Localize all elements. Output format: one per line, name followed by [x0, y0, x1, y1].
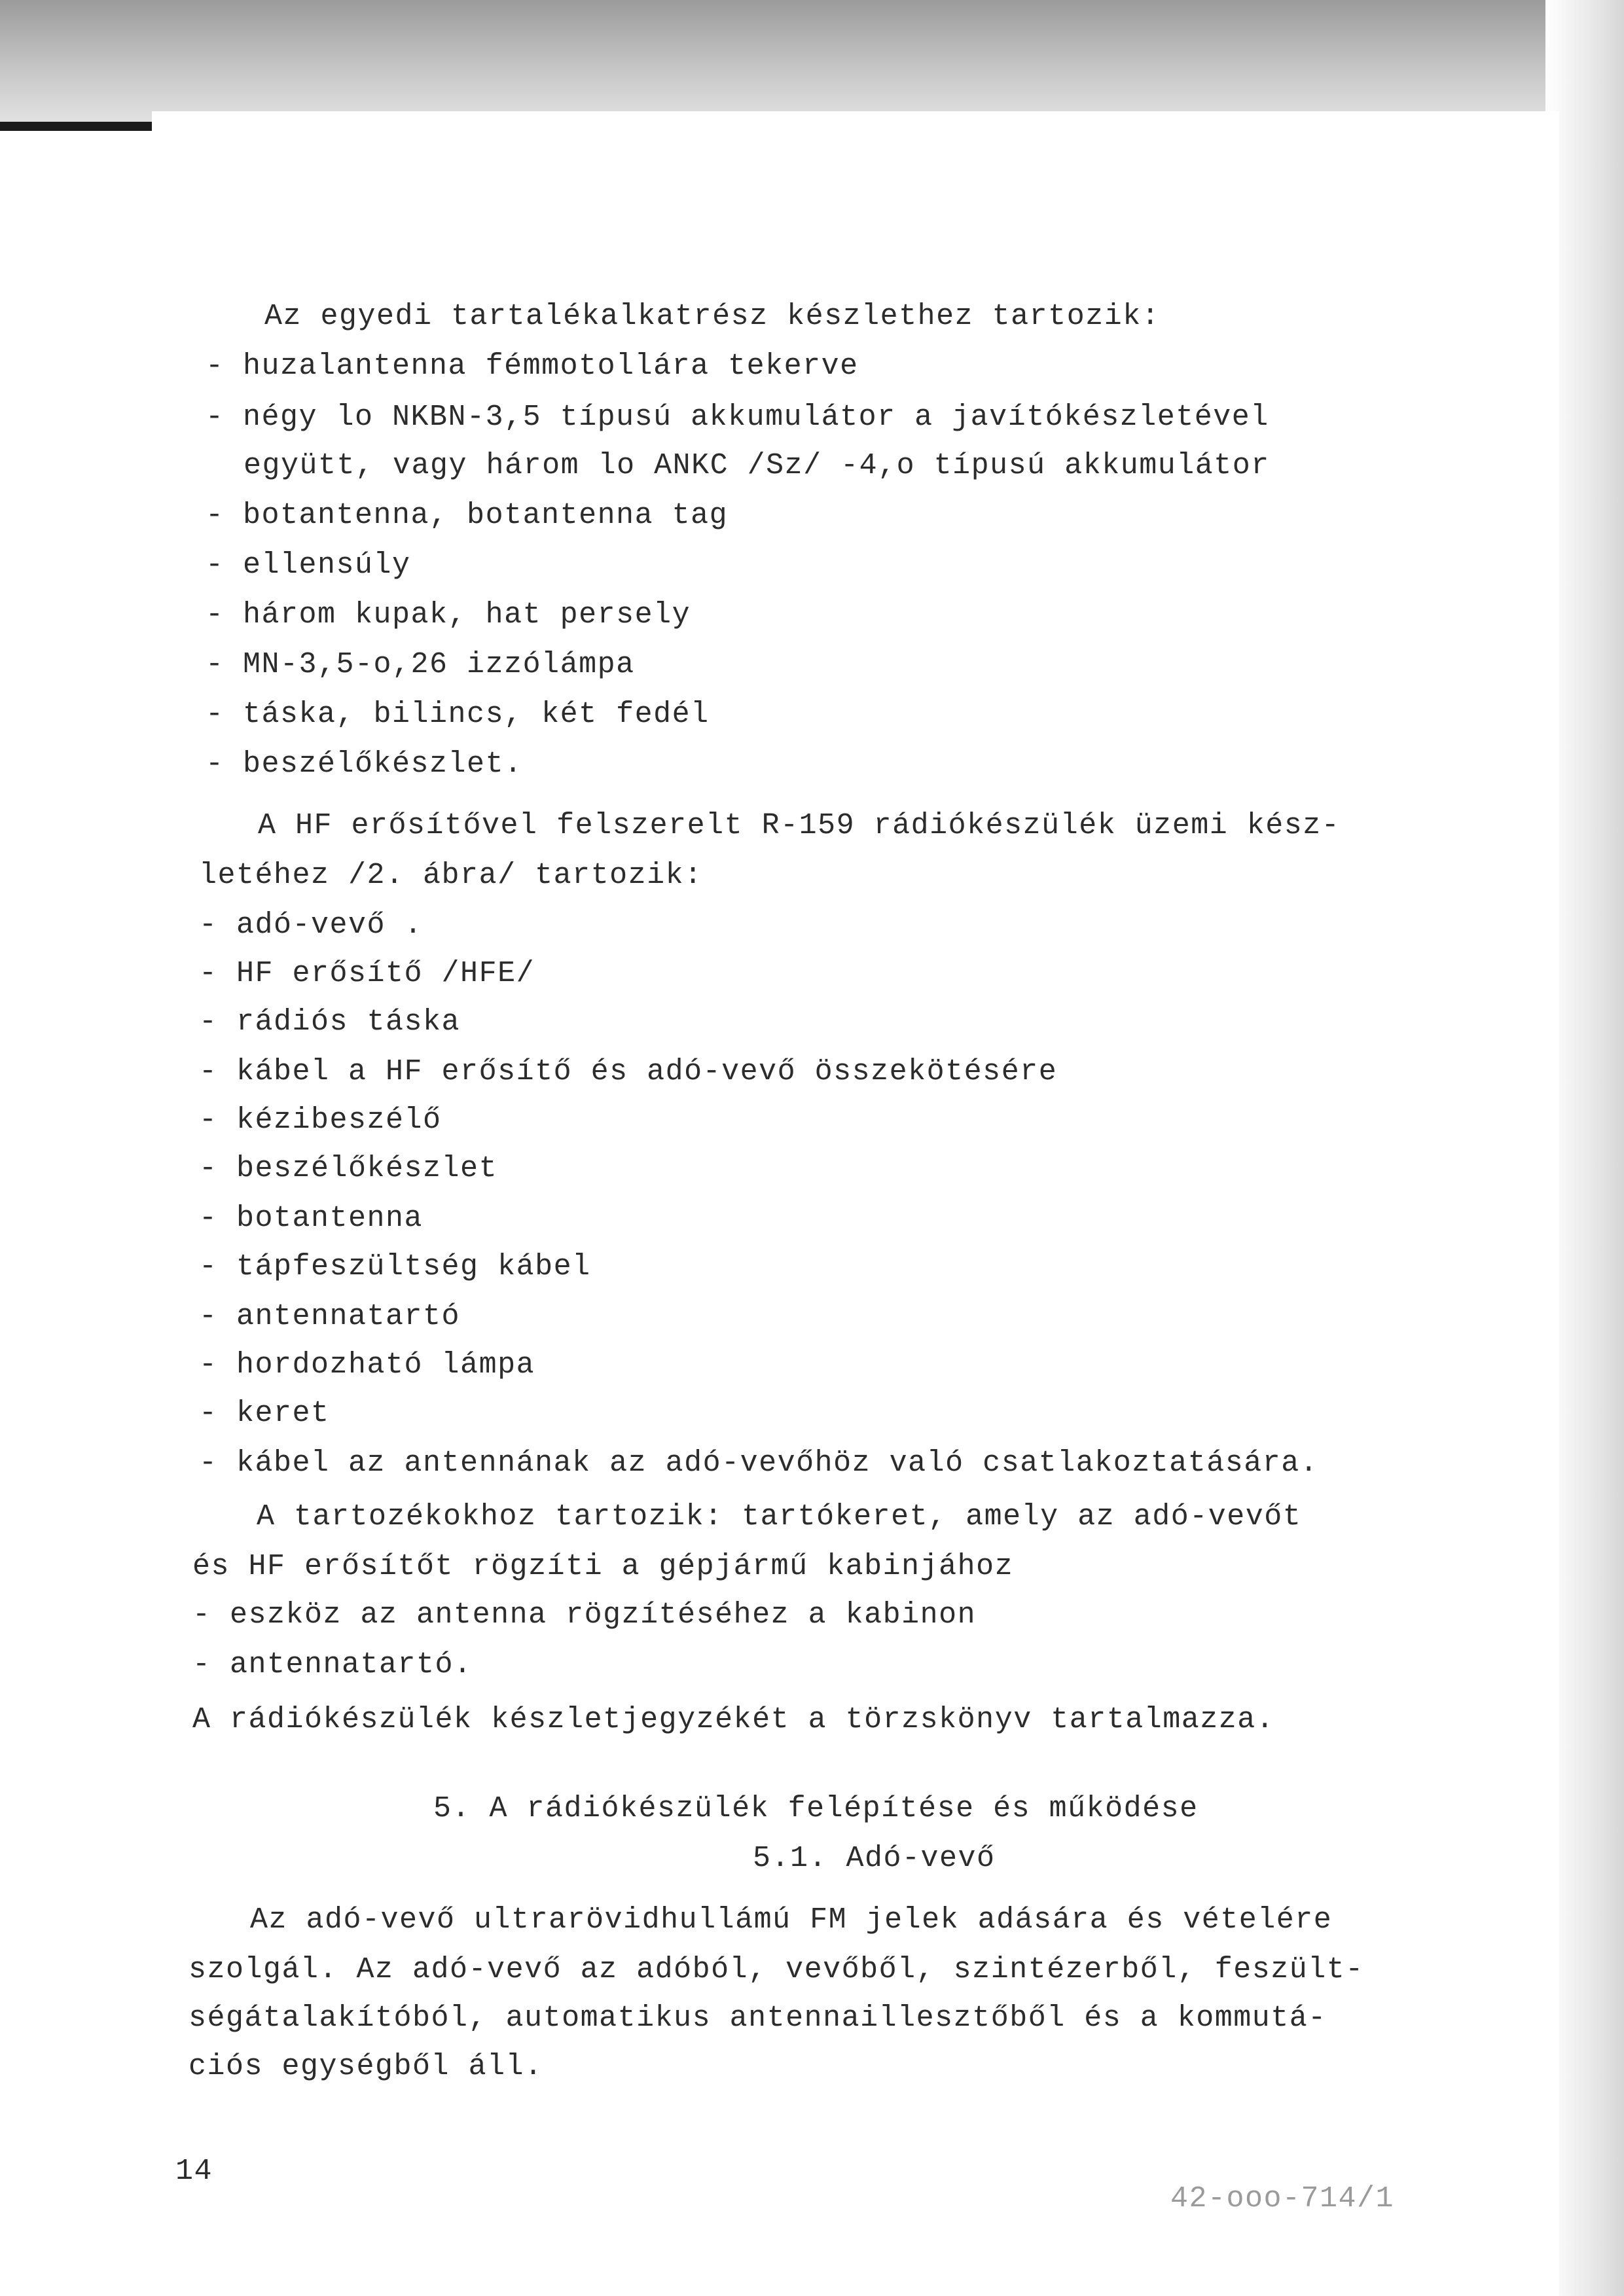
- section-title: 5. A rádiókészülék felépítése és működése: [433, 1792, 1199, 1825]
- list-item: - huzalantenna fémmotollára tekerve: [206, 350, 859, 383]
- document-code: 42-ooo-714/1: [1170, 2182, 1395, 2215]
- list-item: - beszélőkészlet: [199, 1152, 498, 1185]
- list-item: - botantenna: [199, 1202, 424, 1235]
- paragraph-line: ciós egységből áll.: [189, 2050, 543, 2083]
- list-item-continuation: együtt, vagy három lo ANKC /Sz/ -4,o típusú akkumulátor: [244, 449, 1270, 482]
- paragraph-line: ségátalakítóból, automatikus antennaillesztőből és a kommutá-: [189, 2001, 1327, 2035]
- list-item: - beszélőkészlet.: [206, 747, 523, 781]
- document-page: [152, 111, 1559, 2296]
- paragraph-line: szolgál. Az adó-vevő az adóból, vevőből, szintézerből, feszült-: [189, 1953, 1364, 1986]
- list-item: - antennatartó: [199, 1300, 461, 1333]
- inventory-note: A rádiókészülék készletjegyzékét a törzskönyv tartalmazza.: [192, 1703, 1275, 1736]
- list-item: - kábel az antennának az adó-vevőhöz való csatlakoztatására.: [199, 1446, 1319, 1480]
- list-item: - MN-3,5-o,26 izzólámpa: [206, 648, 635, 681]
- subsection-title: 5.1. Adó-vevő: [753, 1842, 996, 1875]
- list-item: - hordozható lámpa: [199, 1348, 535, 1382]
- list-item: - adó-vevő .: [199, 908, 424, 942]
- list-item: - botantenna, botantenna tag: [206, 499, 729, 532]
- list-item: - keret: [199, 1397, 330, 1430]
- list-item: - eszköz az antenna rögzítéséhez a kabinon: [192, 1598, 977, 1632]
- paragraph-line: Az adó-vevő ultrarövidhullámú FM jelek adására és vételére: [250, 1903, 1333, 1937]
- list-item: - kábel a HF erősítő és adó-vevő összekötésére: [199, 1055, 1058, 1088]
- list-item: - táska, bilincs, két fedél: [206, 698, 710, 731]
- accessories-intro-cont: és HF erősítőt rögzíti a gépjármű kabinjához: [192, 1550, 1014, 1583]
- list-item: - tápfeszültség kábel: [199, 1250, 591, 1283]
- accessories-intro: A tartozékokhoz tartozik: tartókeret, amely az adó-vevőt: [257, 1500, 1302, 1534]
- list-item: - antennatartó.: [192, 1648, 473, 1681]
- list-item: - kézibeszélő: [199, 1103, 442, 1137]
- page-number: 14: [175, 2155, 213, 2188]
- operating-set-intro: A HF erősítővel felszerelt R-159 rádiókészülék üzemi kész-: [258, 809, 1341, 842]
- spare-parts-heading: Az egyedi tartalékalkatrész készlethez tartozik:: [264, 300, 1161, 333]
- list-item: - rádiós táska: [199, 1005, 461, 1039]
- operating-set-intro-cont: letéhez /2. ábra/ tartozik:: [199, 859, 703, 892]
- list-item: - négy lo NKBN-3,5 típusú akkumulátor a javítókészletével: [206, 401, 1269, 434]
- list-item: - három kupak, hat persely: [206, 598, 691, 632]
- list-item: - HF erősítő /HFE/: [199, 957, 535, 990]
- list-item: - ellensúly: [206, 548, 411, 582]
